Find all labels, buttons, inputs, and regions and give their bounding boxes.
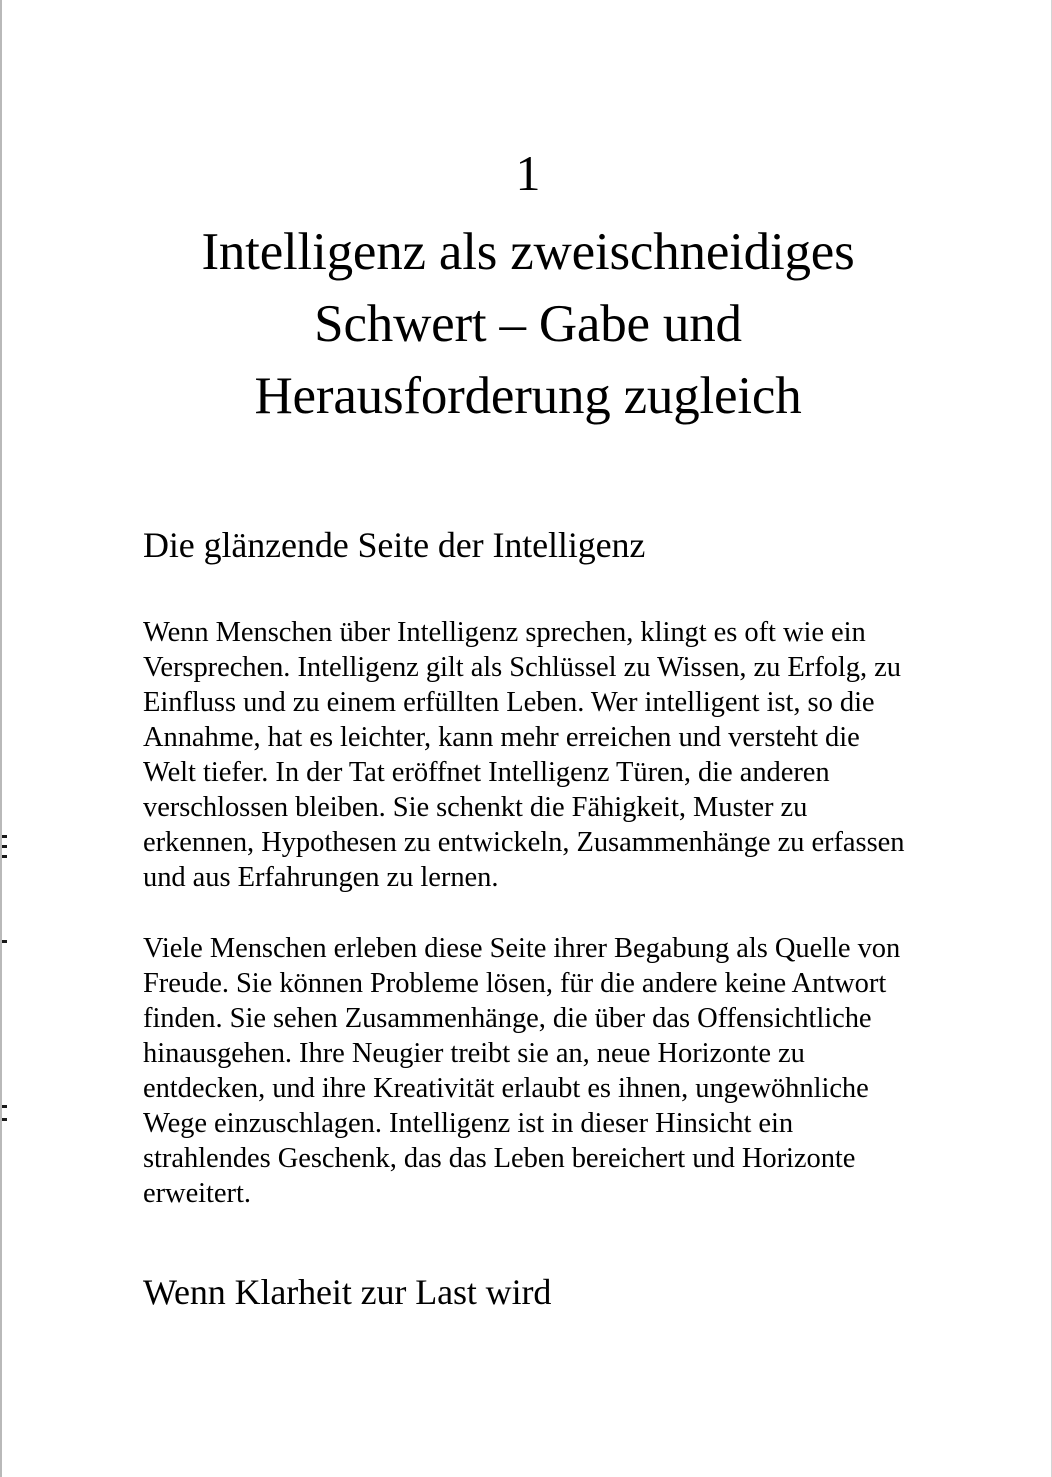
section-0-paragraph-0: Wenn Menschen über Intelligenz sprechen, klingt es oft wie ein Versprechen. Intelligenz gilt als Schlüssel zu Wissen, zu Erfolg, zu Einfluss und zu einem erfüllten Leben. Wer intelligent ist, so die Annahme, hat es leichter, kann mehr erreichen und versteht die Welt tiefer. In der Tat eröffnet Intelligenz Türen, die anderen verschlossen bleiben. Sie schenkt die Fähigkeit, Muster zu erkennen, Hypothesen zu entwickeln, Zusammenhänge zu erfassen und aus Erfahrungen zu lernen. xyxy=(143,617,905,894)
section-0-paragraph-1: Viele Menschen erleben diese Seite ihrer Begabung als Quelle von Freude. Sie können Probleme lösen, für die andere keine Antwort finden. Sie sehen Zusammenhänge, die über das Offensichtliche hinausgehen. Ihre Neugier treibt sie an, neue Horizonte zu entdecken, und ihre Kreativität erlaubt es ihnen, ungewöhnliche Wege einzuschlagen. Intelligenz ist in dieser Hinsicht ein strahlendes Geschenk, das das Leben bereichert und Horizonte erweitert. xyxy=(143,933,901,1210)
document-content xyxy=(143,0,913,1315)
section-heading-die-glaenzende-seite: Die glänzende Seite der Intelligenz xyxy=(143,525,646,566)
section-heading-wenn-klarheit-zur-last-wird: Wenn Klarheit zur Last wird xyxy=(143,1272,552,1313)
chapter-title-line-3: Herausforderung zugleich xyxy=(254,367,802,426)
chapter-title-line-1: Intelligenz als zweischneidiges xyxy=(201,223,855,281)
page-edge-tick-marks xyxy=(2,0,8,1477)
chapter-title xyxy=(143,198,913,432)
chapter-title-line-2: Schwert – Gabe und xyxy=(314,295,742,354)
chapter-number: 1 xyxy=(515,145,541,201)
